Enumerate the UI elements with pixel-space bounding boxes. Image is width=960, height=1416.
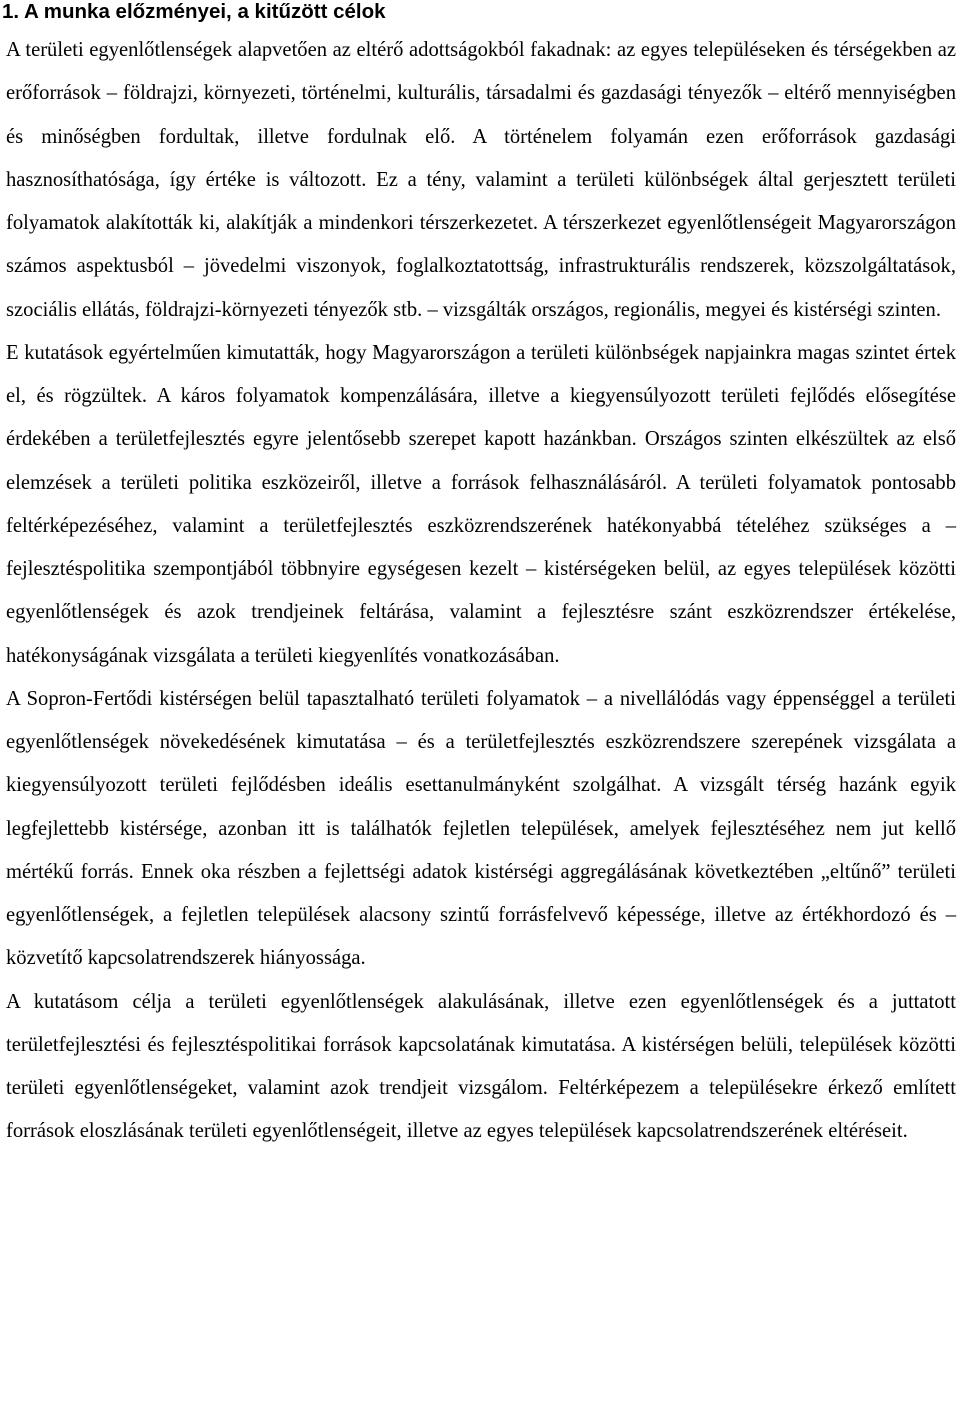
paragraph-3: A Sopron-Fertődi kistérségen belül tapasztalható területi folyamatok – a nivellálódás vagy éppenséggel a területi egyenlőtlenségek növekedésének kimutatása – és a területfejlesztés eszközrendszere szerepének vizsgálata a kiegyensúlyozott területi fejlődésben ideális esettanulmányként szolgálhat. A vizsgált térség hazánk egyik legfejlettebb kistérsége, azonban itt is találhatók fejletlen települések, amelyek fejlesztéséhez nem jut kellő mértékű forrás. Ennek oka részben a fejlettségi adatok kistérségi aggregálásának következtében „eltűnő” területi egyenlőtlenségek, a fejletlen települések alacsony szintű forrásfelvevő képessége, illetve az értékhordozó és –közvetítő kapcsolatrendszerek hiányossága. [6, 687, 956, 970]
paragraph-1: A területi egyenlőtlenségek alapvetően az eltérő adottságokból fakadnak: az egyes településeken és térségekben az erőforrások – földrajzi, környezeti, történelmi, kulturális, társadalmi és gazdasági tényezők – eltérő mennyiségben és minőségben fordultak, illetve fordulnak elő. A történelem folyamán ezen erőforrások gazdasági hasznosíthatósága, így értéke is változott. Ez a tény, valamint a területi különbségek által gerjesztett területi folyamatok alakították ki, alakítják a mindenkori térszerkezetet. A térszerkezet egyenlőtlenségeit Magyarországon számos aspektusból – jövedelmi viszonyok, foglalkoztatottság, infrastrukturális rendszerek, közszolgáltatások, szociális ellátás, földrajzi-környezeti tényezők stb. – vizsgálták országos, regionális, megyei és kistérségi szinten. [6, 39, 956, 321]
document-page [2, 0, 956, 1154]
paragraph-2: E kutatások egyértelműen kimutatták, hogy Magyarországon a területi különbségek napjainkra magas szintet értek el, és rögzültek. A káros folyamatok kompenzálására, illetve a kiegyensúlyozott területi fejlődés elősegítése érdekében a területfejlesztés egyre jelentősebb szerepet kapott hazánkban. Országos szinten elkészültek az első elemzések a területi politika eszközeiről, illetve a források felhasználásáról. A területi folyamatok pontosabb feltérképezéséhez, valamint a területfejlesztés eszközrendszerének hatékonyabbá tételéhez szükséges a – fejlesztéspolitika szempontjából többnyire egységesen kezelt – kistérségeken belül, az egyes települések közötti egyenlőtlenségek és azok trendjeinek feltárása, valamint a fejlesztésre szánt eszközrendszer értékelése, hatékonyságának vizsgálata a területi kiegyenlítés vonatkozásában. [6, 341, 956, 667]
section-heading: 1. A munka előzményei, a kitűzött célok [2, 0, 386, 23]
paragraph-4: A kutatásom célja a területi egyenlőtlenségek alakulásának, illetve ezen egyenlőtlenségek és a juttatott területfejlesztési és fejlesztéspolitikai források kapcsolatának kimutatása. A kistérségen belüli, települések közötti területi egyenlőtlenségeket, valamint azok trendjeit vizsgálom. Feltérképezem a településekre érkező említett források eloszlásának területi egyenlőtlenségeit, illetve az egyes települések kapcsolatrendszerének eltéréseit. [6, 990, 956, 1143]
